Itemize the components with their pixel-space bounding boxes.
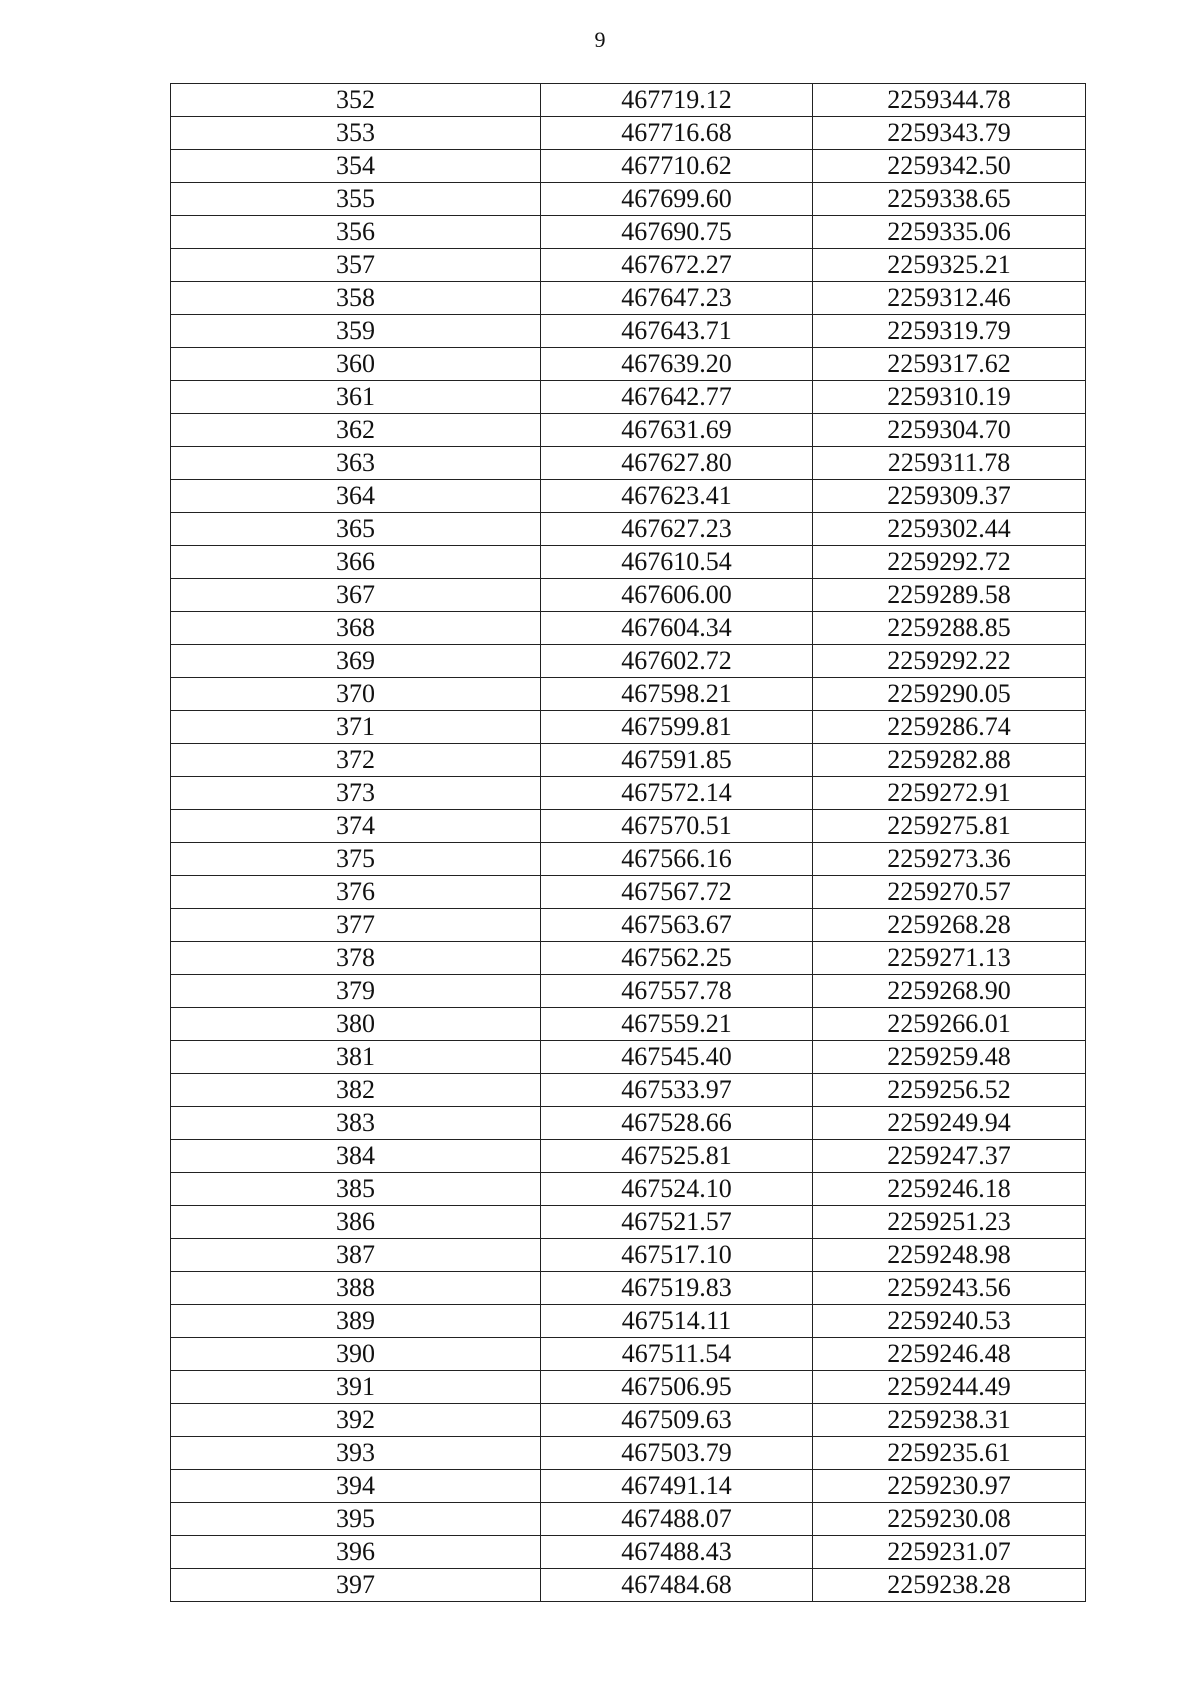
table-row <box>171 1371 1086 1404</box>
table-row <box>171 942 1086 975</box>
y-coordinate-cell: 2259304.70 <box>813 414 1086 447</box>
table-row <box>171 183 1086 216</box>
table-row <box>171 216 1086 249</box>
table-row <box>171 315 1086 348</box>
y-coordinate-cell: 2259244.49 <box>813 1371 1086 1404</box>
table-row <box>171 84 1086 117</box>
x-coordinate-cell: 467545.40 <box>541 1041 813 1074</box>
table-row <box>171 414 1086 447</box>
y-coordinate-cell: 2259249.94 <box>813 1107 1086 1140</box>
y-coordinate-cell: 2259289.58 <box>813 579 1086 612</box>
point-number-cell: 380 <box>171 1008 541 1041</box>
table-row <box>171 546 1086 579</box>
y-coordinate-cell: 2259309.37 <box>813 480 1086 513</box>
x-coordinate-cell: 467672.27 <box>541 249 813 282</box>
y-coordinate-cell: 2259246.48 <box>813 1338 1086 1371</box>
point-number-cell: 376 <box>171 876 541 909</box>
y-coordinate-cell: 2259335.06 <box>813 216 1086 249</box>
x-coordinate-cell: 467699.60 <box>541 183 813 216</box>
x-coordinate-cell: 467647.23 <box>541 282 813 315</box>
point-number-cell: 375 <box>171 843 541 876</box>
point-number-cell: 370 <box>171 678 541 711</box>
x-coordinate-cell: 467598.21 <box>541 678 813 711</box>
table-row <box>171 909 1086 942</box>
y-coordinate-cell: 2259248.98 <box>813 1239 1086 1272</box>
x-coordinate-cell: 467631.69 <box>541 414 813 447</box>
point-number-cell: 388 <box>171 1272 541 1305</box>
point-number-cell: 374 <box>171 810 541 843</box>
table-row <box>171 744 1086 777</box>
x-coordinate-cell: 467639.20 <box>541 348 813 381</box>
table-row <box>171 1437 1086 1470</box>
table-row <box>171 777 1086 810</box>
x-coordinate-cell: 467570.51 <box>541 810 813 843</box>
y-coordinate-cell: 2259338.65 <box>813 183 1086 216</box>
point-number-cell: 389 <box>171 1305 541 1338</box>
point-number-cell: 393 <box>171 1437 541 1470</box>
point-number-cell: 386 <box>171 1206 541 1239</box>
x-coordinate-cell: 467610.54 <box>541 546 813 579</box>
y-coordinate-cell: 2259288.85 <box>813 612 1086 645</box>
table-row <box>171 1503 1086 1536</box>
y-coordinate-cell: 2259266.01 <box>813 1008 1086 1041</box>
y-coordinate-cell: 2259343.79 <box>813 117 1086 150</box>
x-coordinate-cell: 467557.78 <box>541 975 813 1008</box>
x-coordinate-cell: 467521.57 <box>541 1206 813 1239</box>
x-coordinate-cell: 467533.97 <box>541 1074 813 1107</box>
y-coordinate-cell: 2259243.56 <box>813 1272 1086 1305</box>
table-row <box>171 1272 1086 1305</box>
y-coordinate-cell: 2259344.78 <box>813 84 1086 117</box>
point-number-cell: 385 <box>171 1173 541 1206</box>
point-number-cell: 396 <box>171 1536 541 1569</box>
point-number-cell: 395 <box>171 1503 541 1536</box>
point-number-cell: 390 <box>171 1338 541 1371</box>
table-row <box>171 1140 1086 1173</box>
x-coordinate-cell: 467511.54 <box>541 1338 813 1371</box>
table-row <box>171 1569 1086 1602</box>
y-coordinate-cell: 2259275.81 <box>813 810 1086 843</box>
y-coordinate-cell: 2259311.78 <box>813 447 1086 480</box>
point-number-cell: 384 <box>171 1140 541 1173</box>
table-row <box>171 645 1086 678</box>
x-coordinate-cell: 467528.66 <box>541 1107 813 1140</box>
y-coordinate-cell: 2259235.61 <box>813 1437 1086 1470</box>
point-number-cell: 366 <box>171 546 541 579</box>
x-coordinate-cell: 467488.07 <box>541 1503 813 1536</box>
page-number: 9 <box>594 27 606 52</box>
point-number-cell: 358 <box>171 282 541 315</box>
table-row <box>171 678 1086 711</box>
table-row <box>171 513 1086 546</box>
table-row <box>171 480 1086 513</box>
x-coordinate-cell: 467519.83 <box>541 1272 813 1305</box>
x-coordinate-cell: 467506.95 <box>541 1371 813 1404</box>
x-coordinate-cell: 467604.34 <box>541 612 813 645</box>
table-row <box>171 249 1086 282</box>
x-coordinate-cell: 467627.23 <box>541 513 813 546</box>
x-coordinate-cell: 467591.85 <box>541 744 813 777</box>
point-number-cell: 360 <box>171 348 541 381</box>
table-row <box>171 1206 1086 1239</box>
y-coordinate-cell: 2259231.07 <box>813 1536 1086 1569</box>
table-row <box>171 1338 1086 1371</box>
x-coordinate-cell: 467623.41 <box>541 480 813 513</box>
x-coordinate-cell: 467488.43 <box>541 1536 813 1569</box>
table-row <box>171 1074 1086 1107</box>
x-coordinate-cell: 467602.72 <box>541 645 813 678</box>
y-coordinate-cell: 2259230.08 <box>813 1503 1086 1536</box>
point-number-cell: 369 <box>171 645 541 678</box>
point-number-cell: 391 <box>171 1371 541 1404</box>
table-row <box>171 1404 1086 1437</box>
table-row <box>171 1041 1086 1074</box>
y-coordinate-cell: 2259268.90 <box>813 975 1086 1008</box>
point-number-cell: 379 <box>171 975 541 1008</box>
table-row <box>171 381 1086 414</box>
x-coordinate-cell: 467719.12 <box>541 84 813 117</box>
y-coordinate-cell: 2259230.97 <box>813 1470 1086 1503</box>
point-number-cell: 364 <box>171 480 541 513</box>
table-row <box>171 810 1086 843</box>
point-number-cell: 383 <box>171 1107 541 1140</box>
y-coordinate-cell: 2259238.28 <box>813 1569 1086 1602</box>
point-number-cell: 367 <box>171 579 541 612</box>
table-row <box>171 1239 1086 1272</box>
y-coordinate-cell: 2259302.44 <box>813 513 1086 546</box>
y-coordinate-cell: 2259247.37 <box>813 1140 1086 1173</box>
point-number-cell: 381 <box>171 1041 541 1074</box>
table-row <box>171 579 1086 612</box>
table-row <box>171 975 1086 1008</box>
point-number-cell: 353 <box>171 117 541 150</box>
table-row <box>171 1536 1086 1569</box>
point-number-cell: 365 <box>171 513 541 546</box>
y-coordinate-cell: 2259251.23 <box>813 1206 1086 1239</box>
point-number-cell: 359 <box>171 315 541 348</box>
y-coordinate-cell: 2259272.91 <box>813 777 1086 810</box>
x-coordinate-cell: 467503.79 <box>541 1437 813 1470</box>
y-coordinate-cell: 2259238.31 <box>813 1404 1086 1437</box>
x-coordinate-cell: 467606.00 <box>541 579 813 612</box>
x-coordinate-cell: 467491.14 <box>541 1470 813 1503</box>
table-row <box>171 282 1086 315</box>
table-row <box>171 117 1086 150</box>
table-row <box>171 843 1086 876</box>
table-row <box>171 612 1086 645</box>
point-number-cell: 352 <box>171 84 541 117</box>
point-number-cell: 382 <box>171 1074 541 1107</box>
point-number-cell: 373 <box>171 777 541 810</box>
x-coordinate-cell: 467563.67 <box>541 909 813 942</box>
x-coordinate-cell: 467566.16 <box>541 843 813 876</box>
y-coordinate-cell: 2259240.53 <box>813 1305 1086 1338</box>
x-coordinate-cell: 467690.75 <box>541 216 813 249</box>
y-coordinate-cell: 2259312.46 <box>813 282 1086 315</box>
coordinates-table <box>170 83 1086 1602</box>
y-coordinate-cell: 2259342.50 <box>813 150 1086 183</box>
point-number-cell: 387 <box>171 1239 541 1272</box>
table-row <box>171 150 1086 183</box>
table-row <box>171 1470 1086 1503</box>
x-coordinate-cell: 467599.81 <box>541 711 813 744</box>
table-row <box>171 1107 1086 1140</box>
x-coordinate-cell: 467514.11 <box>541 1305 813 1338</box>
x-coordinate-cell: 467642.77 <box>541 381 813 414</box>
coordinates-table-body <box>171 84 1086 1602</box>
y-coordinate-cell: 2259282.88 <box>813 744 1086 777</box>
point-number-cell: 392 <box>171 1404 541 1437</box>
point-number-cell: 397 <box>171 1569 541 1602</box>
point-number-cell: 356 <box>171 216 541 249</box>
x-coordinate-cell: 467562.25 <box>541 942 813 975</box>
y-coordinate-cell: 2259273.36 <box>813 843 1086 876</box>
point-number-cell: 371 <box>171 711 541 744</box>
table-row <box>171 1008 1086 1041</box>
point-number-cell: 368 <box>171 612 541 645</box>
point-number-cell: 355 <box>171 183 541 216</box>
y-coordinate-cell: 2259325.21 <box>813 249 1086 282</box>
x-coordinate-cell: 467509.63 <box>541 1404 813 1437</box>
x-coordinate-cell: 467484.68 <box>541 1569 813 1602</box>
y-coordinate-cell: 2259317.62 <box>813 348 1086 381</box>
y-coordinate-cell: 2259271.13 <box>813 942 1086 975</box>
point-number-cell: 377 <box>171 909 541 942</box>
x-coordinate-cell: 467572.14 <box>541 777 813 810</box>
x-coordinate-cell: 467716.68 <box>541 117 813 150</box>
table-row <box>171 1173 1086 1206</box>
y-coordinate-cell: 2259246.18 <box>813 1173 1086 1206</box>
x-coordinate-cell: 467643.71 <box>541 315 813 348</box>
point-number-cell: 363 <box>171 447 541 480</box>
y-coordinate-cell: 2259319.79 <box>813 315 1086 348</box>
y-coordinate-cell: 2259292.22 <box>813 645 1086 678</box>
y-coordinate-cell: 2259270.57 <box>813 876 1086 909</box>
y-coordinate-cell: 2259259.48 <box>813 1041 1086 1074</box>
x-coordinate-cell: 467627.80 <box>541 447 813 480</box>
table-row <box>171 711 1086 744</box>
y-coordinate-cell: 2259286.74 <box>813 711 1086 744</box>
point-number-cell: 357 <box>171 249 541 282</box>
y-coordinate-cell: 2259310.19 <box>813 381 1086 414</box>
y-coordinate-cell: 2259268.28 <box>813 909 1086 942</box>
y-coordinate-cell: 2259290.05 <box>813 678 1086 711</box>
table-row <box>171 1305 1086 1338</box>
x-coordinate-cell: 467710.62 <box>541 150 813 183</box>
point-number-cell: 354 <box>171 150 541 183</box>
table-row <box>171 348 1086 381</box>
x-coordinate-cell: 467517.10 <box>541 1239 813 1272</box>
y-coordinate-cell: 2259256.52 <box>813 1074 1086 1107</box>
x-coordinate-cell: 467524.10 <box>541 1173 813 1206</box>
y-coordinate-cell: 2259292.72 <box>813 546 1086 579</box>
point-number-cell: 362 <box>171 414 541 447</box>
x-coordinate-cell: 467525.81 <box>541 1140 813 1173</box>
point-number-cell: 361 <box>171 381 541 414</box>
point-number-cell: 378 <box>171 942 541 975</box>
table-row <box>171 876 1086 909</box>
point-number-cell: 372 <box>171 744 541 777</box>
point-number-cell: 394 <box>171 1470 541 1503</box>
x-coordinate-cell: 467567.72 <box>541 876 813 909</box>
table-row <box>171 447 1086 480</box>
x-coordinate-cell: 467559.21 <box>541 1008 813 1041</box>
